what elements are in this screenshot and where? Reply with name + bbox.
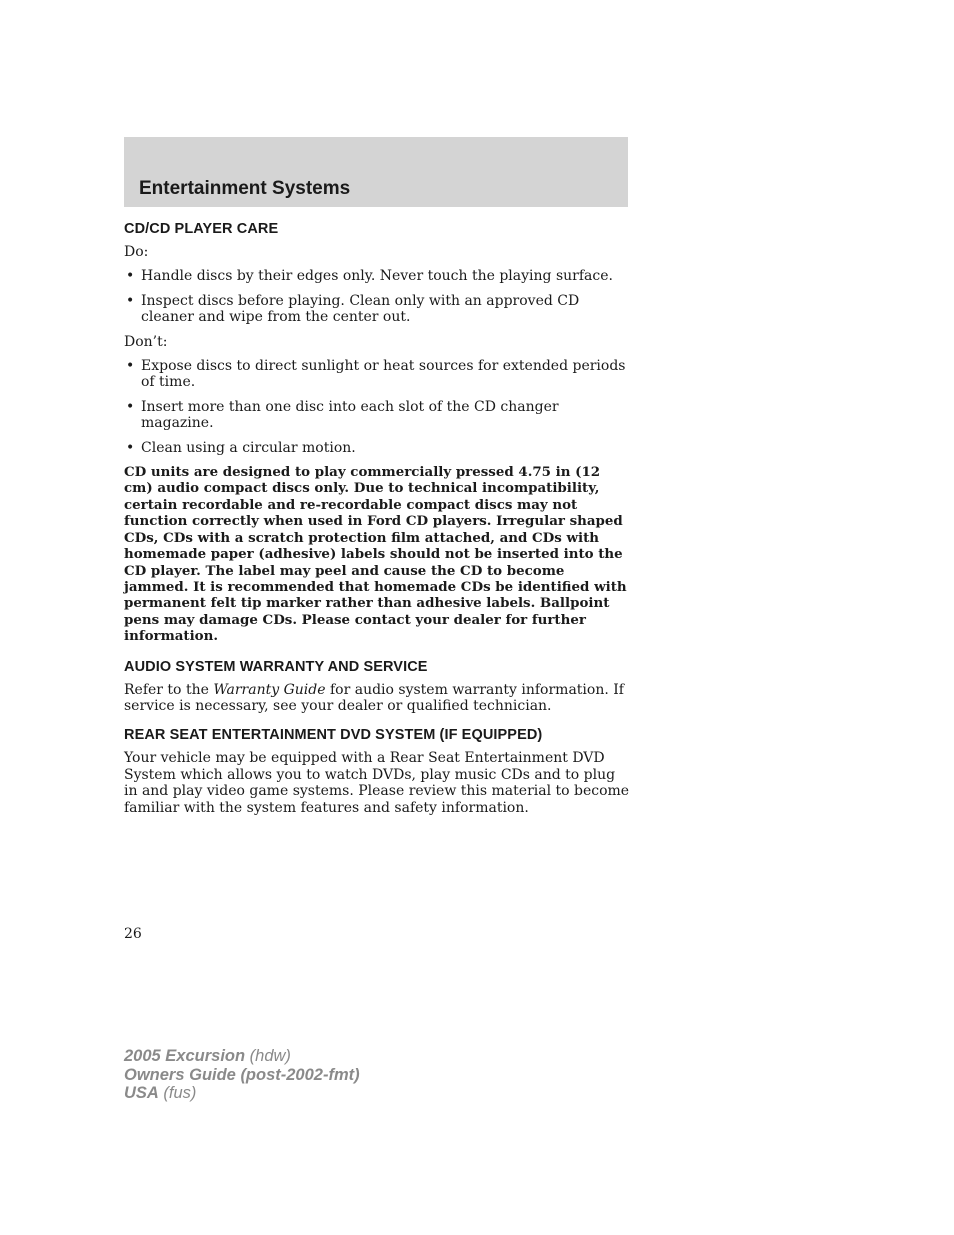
cd-warning-text: CD units are designed to play commercially pressed 4.75 in (12 cm) audio compact discs only. Due to technical incompatibility, certain recordable and re-recordable compact discs may not function correctly when used in Ford CD players. Irregular shaped CDs, CDs with a scratch protection film attached, and CDs with homemade paper (adhesive) labels should not be inserted into the CD player. The label may peel and cause the CD to become jammed. It is recommended that homemade CDs be identified with permanent felt tip marker rather than adhesive labels. Ballpoint pens may damage CDs. Please contact your dealer for further information. xyxy=(124,464,627,645)
list-item-text: Clean using a circular motion. xyxy=(141,439,356,456)
page-number: 26 xyxy=(124,926,142,942)
chapter-header xyxy=(124,137,628,207)
warranty-text-after: for audio system warranty information. If service is necessary, see your dealer or qualified technician. xyxy=(124,681,624,714)
list-item-text: Inspect discs before playing. Clean only with an approved CD cleaner and wipe from the center out. xyxy=(141,292,580,326)
footer-model-code: (hdw) xyxy=(245,1047,291,1065)
page-content xyxy=(124,220,630,824)
list-item xyxy=(124,358,630,391)
section-heading-dvd: REAR SEAT ENTERTAINMENT DVD SYSTEM (IF EQUIPPED) xyxy=(124,727,543,744)
dont-label: Don’t: xyxy=(124,333,168,350)
do-label: Do: xyxy=(124,244,149,260)
dont-list xyxy=(124,358,630,456)
footer-market-code: (fus) xyxy=(158,1084,197,1102)
list-item xyxy=(124,293,630,326)
bullet-icon: • xyxy=(126,398,135,415)
bullet-icon: • xyxy=(126,358,135,375)
section-heading-warranty: AUDIO SYSTEM WARRANTY AND SERVICE xyxy=(124,658,428,675)
warranty-guide-name: Warranty Guide xyxy=(213,681,326,698)
bullet-icon: • xyxy=(126,439,135,456)
warranty-text-before: Refer to the xyxy=(124,681,214,698)
footer-line-model xyxy=(124,1047,360,1066)
footer-line-guide xyxy=(124,1066,360,1085)
list-item-text: Handle discs by their edges only. Never touch the playing surface. xyxy=(141,268,613,285)
list-item-text: Insert more than one disc into each slot of the CD changer magazine. xyxy=(141,398,559,432)
footer-model-name: 2005 Excursion xyxy=(124,1047,246,1065)
footer-guide-name: Owners Guide (post-2002-fmt) xyxy=(124,1065,360,1084)
bullet-icon: • xyxy=(126,268,135,285)
chapter-title: Entertainment Systems xyxy=(139,178,351,199)
footer-line-market xyxy=(124,1084,360,1103)
list-item xyxy=(124,268,630,284)
warranty-paragraph xyxy=(124,682,630,715)
dvd-paragraph: Your vehicle may be equipped with a Rear Seat Entertainment DVD System which allows you to watch DVDs, play music CDs and to plug in and play video game systems. Please review this material to become familiar with the system features and safety information. xyxy=(124,750,630,816)
footer-market-name: USA xyxy=(124,1084,159,1102)
section-heading-cd-care: CD/CD PLAYER CARE xyxy=(124,221,279,237)
list-item-text: Expose discs to direct sunlight or heat sources for extended periods of time. xyxy=(141,358,626,391)
list-item xyxy=(124,399,630,432)
list-item xyxy=(124,440,630,456)
bullet-icon: • xyxy=(126,292,135,309)
document-footer xyxy=(124,1047,360,1103)
do-list xyxy=(124,268,630,325)
